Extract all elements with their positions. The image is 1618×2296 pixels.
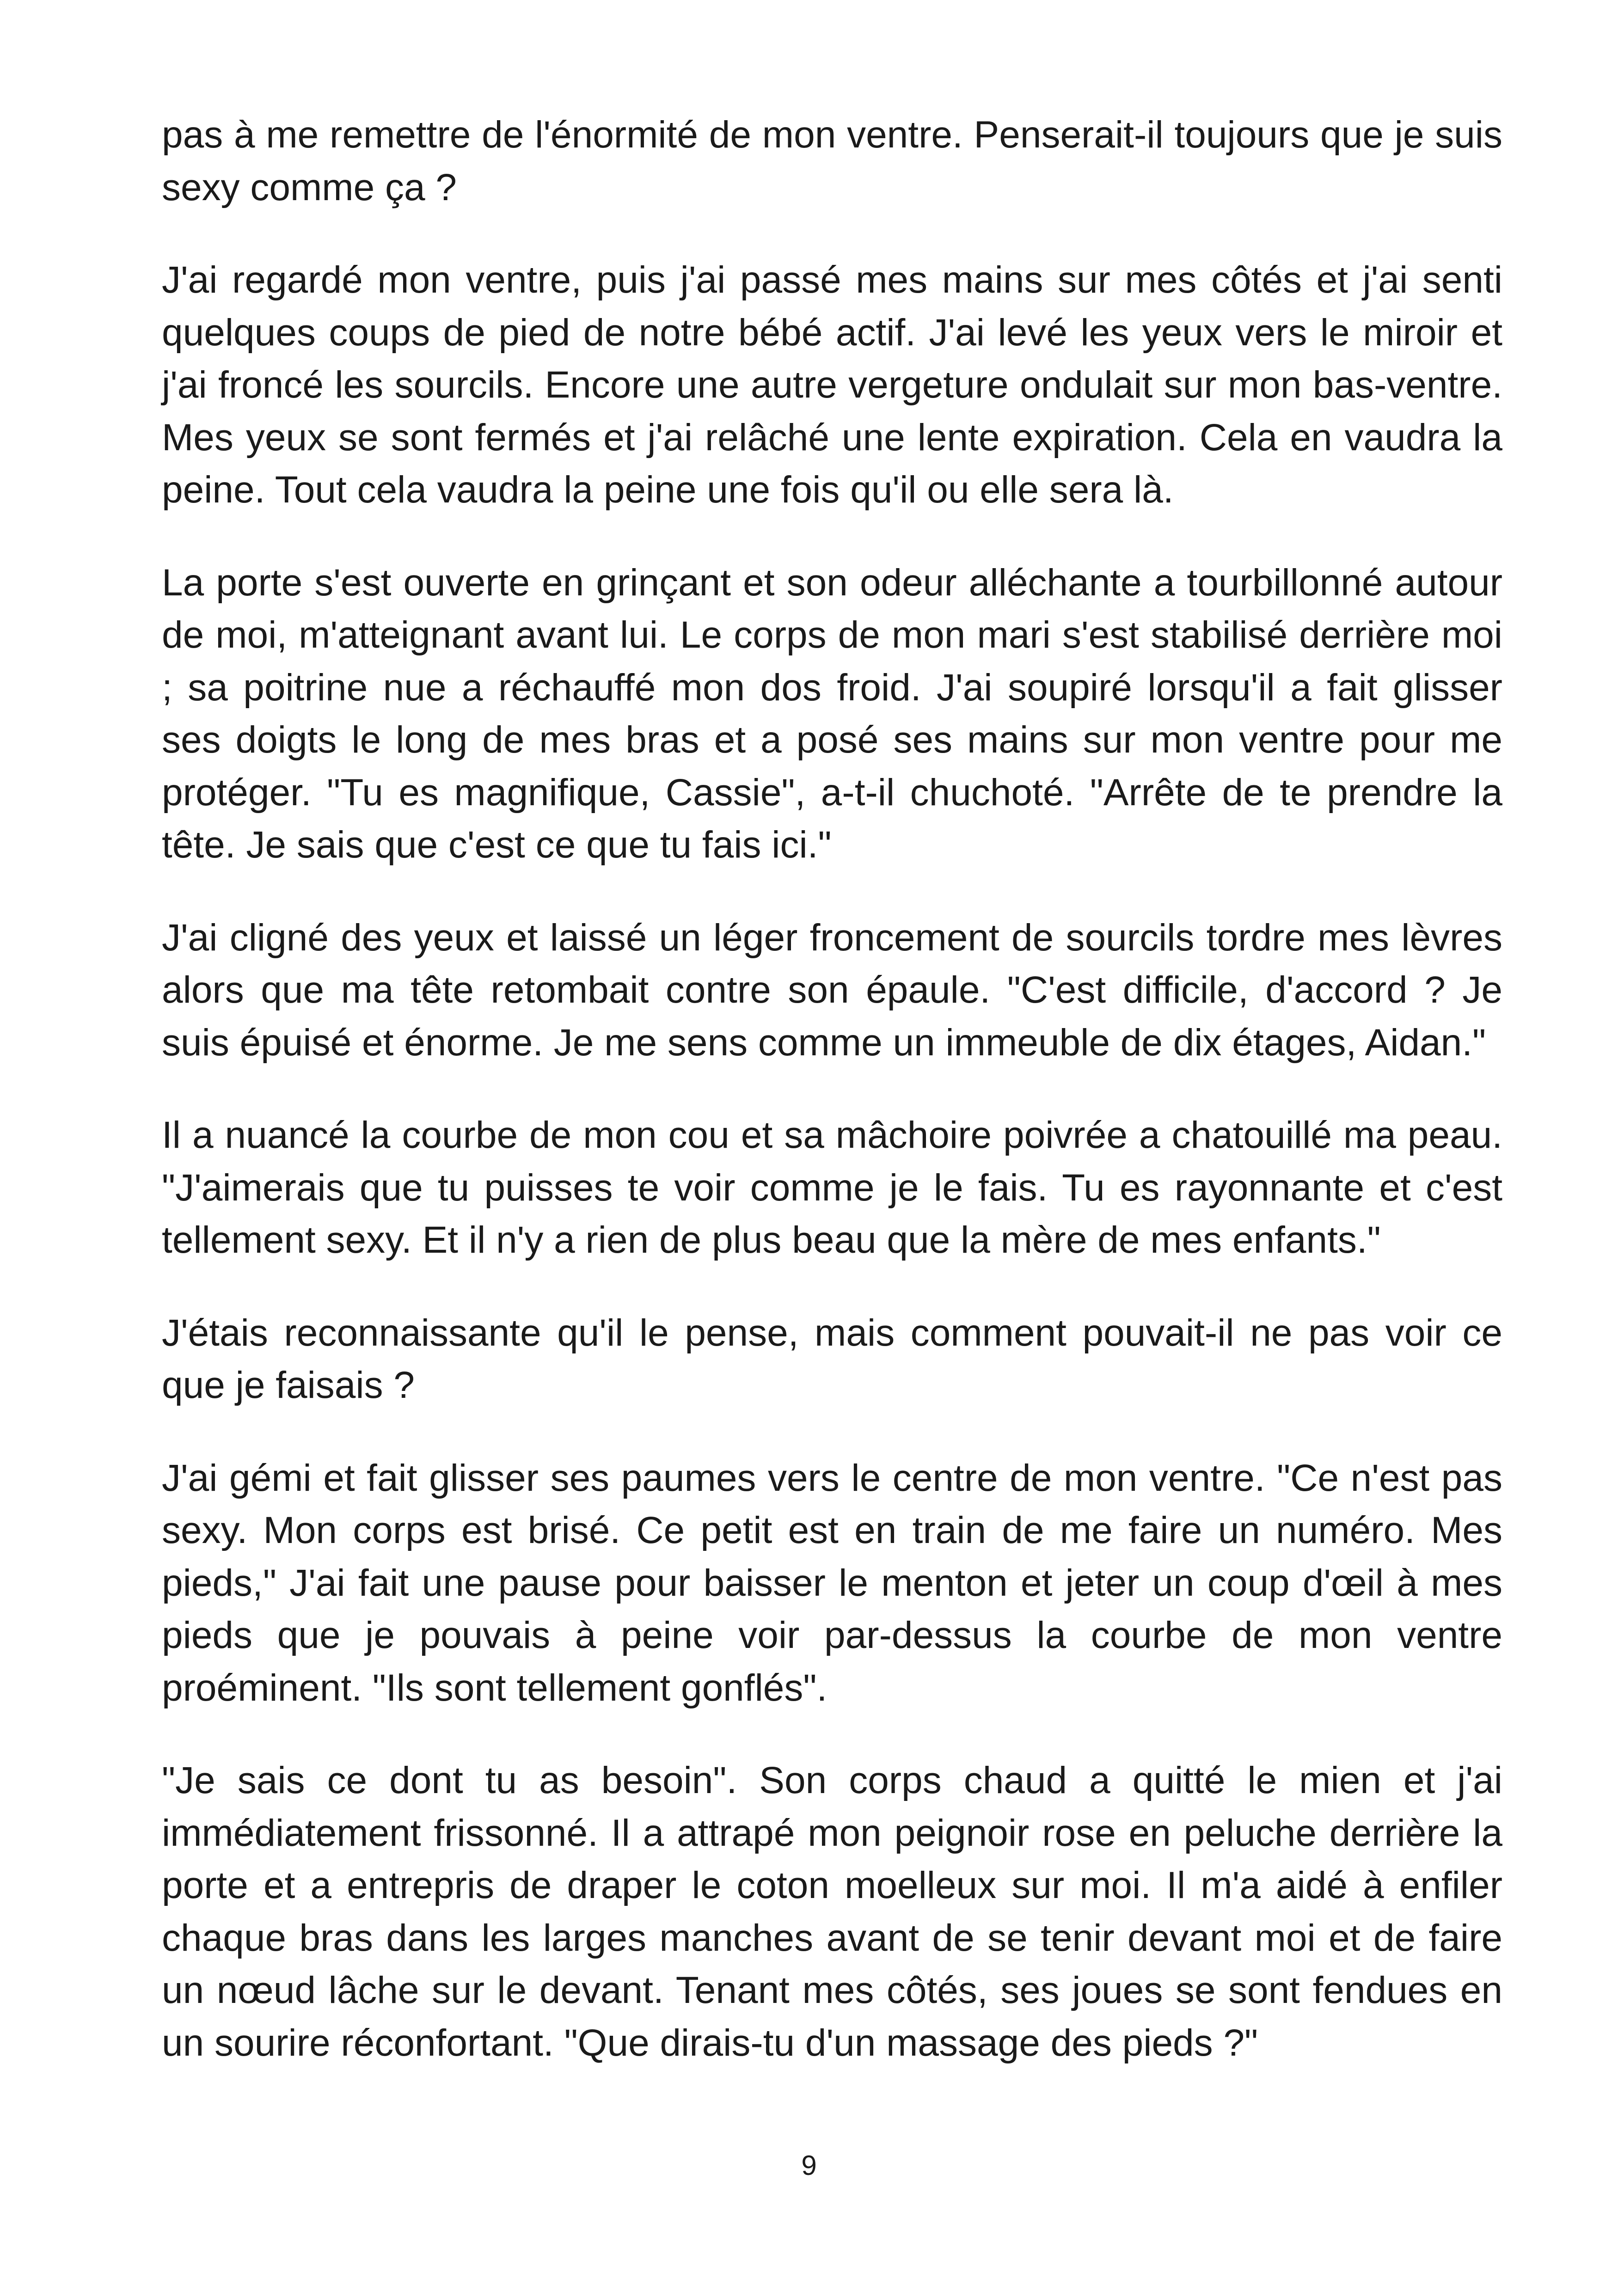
body-text [162,109,1502,2109]
paragraph-6: J'étais reconnaissante qu'il le pense, mais comment pouvait-il ne pas voir ce que je faisais ? [162,1311,1502,1406]
paragraph-4: J'ai cligné des yeux et laissé un léger froncement de sourcils tordre mes lèvres alors que ma tête retombait contre son épaule. "C'est difficile, d'accord ? Je suis épuisé et énorme. Je me sens comme un immeuble de dix étages, Aidan." [162,916,1502,1064]
paragraph-5: Il a nuancé la courbe de mon cou et sa mâchoire poivrée a chatouillé ma peau. "J'aimerais que tu puisses te voir comme je le fais. Tu es rayonnante et c'est tellement sexy. Et il n'y a rien de plus beau que la mère de mes enfants." [162,1114,1502,1261]
paragraph-8: "Je sais ce dont tu as besoin". Son corps chaud a quitté le mien et j'ai immédiatement frissonné. Il a attrapé mon peignoir rose en peluche derrière la porte et a entrepris de draper le coton moelleux sur moi. Il m'a aidé à enfiler chaque bras dans les larges manches avant de se tenir devant moi et de faire un nœud lâche sur le devant. Tenant mes côtés, ses joues se sont fendues en un sourire réconfortant. "Que dirais-tu d'un massage des pieds ?" [162,1759,1502,2064]
paragraph-1: pas à me remettre de l'énormité de mon ventre. Penserait-il toujours que je suis sexy comme ça ? [162,114,1502,208]
paragraph-2: J'ai regardé mon ventre, puis j'ai passé mes mains sur mes côtés et j'ai senti quelques coups de pied de notre bébé actif. J'ai levé les yeux vers le miroir et j'ai froncé les sourcils. Encore une autre vergeture ondulait sur mon bas-ventre. Mes yeux se sont fermés et j'ai relâché une lente expiration. Cela en vaudra la peine. Tout cela vaudra la peine une fois qu'il ou elle sera là. [162,259,1502,511]
page-number: 9 [801,2150,817,2181]
paragraph-3: La porte s'est ouverte en grinçant et son odeur alléchante a tourbillonné autour de moi, m'atteignant avant lui. Le corps de mon mari s'est stabilisé derrière moi ; sa poitrine nue a réchauffé mon dos froid. J'ai soupiré lorsqu'il a fait glisser ses doigts le long de mes bras et a posé ses mains sur mon ventre pour me protéger. "Tu es magnifique, Cassie", a-t-il chuchoté. "Arrête de te prendre la tête. Je sais que c'est ce que tu fais ici." [162,561,1502,866]
paragraph-7: J'ai gémi et fait glisser ses paumes vers le centre de mon ventre. "Ce n'est pas sexy. Mon corps est brisé. Ce petit est en train de me faire un numéro. Mes pieds," J'ai fait une pause pour baisser le menton et jeter un coup d'œil à mes pieds que je pouvais à peine voir par-dessus la courbe de mon ventre proéminent. "Ils sont tellement gonflés". [162,1457,1502,1709]
